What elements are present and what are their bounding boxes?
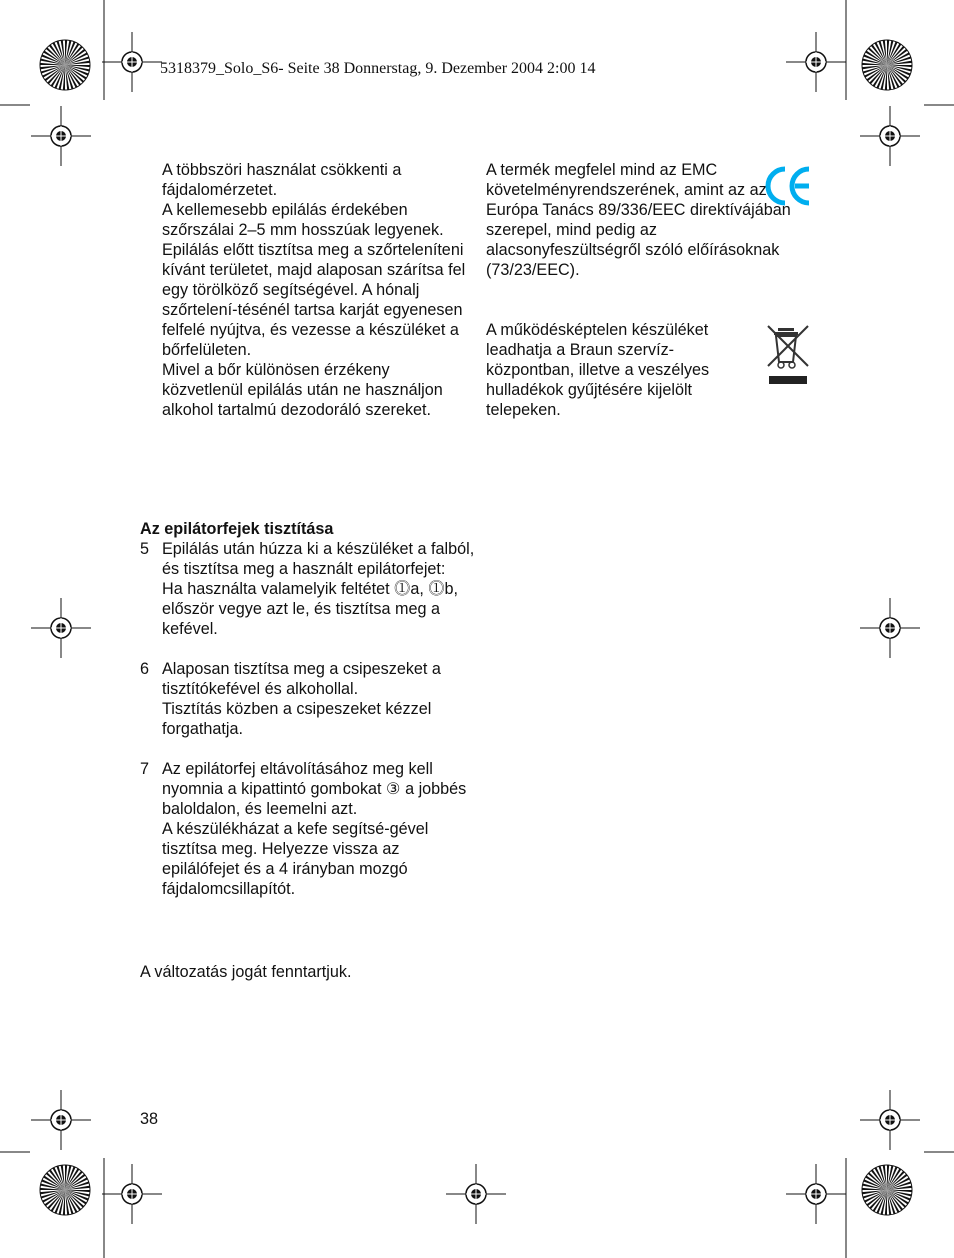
print-header: 5318379_Solo_S6- Seite 38 Donnerstag, 9. Dezember 2004 2:00 14 — [160, 60, 596, 77]
step-text: Epilálás után húzza ki a készüléket a falból, és tisztítsa meg a használt epilátorfejet: — [162, 540, 475, 578]
disposal-paragraph: A működésképtelen készüléket leadhatja a Braun szervíz-központban, illetve a veszélyes hulladékok gyűjtésére kijelölt telepeken. — [486, 321, 710, 419]
step-number: 5 — [140, 540, 150, 558]
section-heading: Az epilátorfejek tisztítása — [140, 520, 334, 538]
step-text: Az epilátorfej eltávolításához meg kell nyomnia a kipattintó gombokat ③ a jobbés baloldalon, és leemelni azt. — [162, 760, 467, 818]
step-text: A készülékházat a kefe segítsé-gével tisztítsa meg. Helyezze vissza az epilálófejet és a 4 irányban mozgó fájdalomcsillapítót. — [162, 820, 429, 898]
intro-paragraph: Mivel a bőr különösen érzékeny közvetlenül epilálás után ne használjon alkohol tartalmú dezodoráló szereket. — [162, 361, 443, 419]
intro-paragraph: A kellemesebb epilálás érdekében szőrszálai 2–5 mm hosszúak legyenek. — [162, 201, 444, 239]
step-text: Alaposan tisztítsa meg a csipeszeket a tisztítókefével és alkohollal. — [162, 660, 441, 698]
step-number: 7 — [140, 760, 150, 778]
disclaimer: A változatás jogát fenntartjuk. — [140, 963, 352, 981]
emc-paragraph: A termék megfelel mind az EMC követelményrendszerének, amint az az Európa Tanács 89/336/EEC direktívájában szerepel, mind pedig az alacsonyfeszültségről szóló előírásoknak (73/23/EEC). — [486, 161, 791, 279]
step-number: 6 — [140, 660, 150, 678]
step-text: Ha használta valamelyik feltétet ⓵a, ⓵b, először vegye azt le, és tisztítsa meg a kefével. — [162, 580, 459, 638]
intro-paragraph: A többszöri használat csökkenti a fájdalomérzetet. — [162, 161, 402, 199]
intro-paragraph: Epilálás előtt tisztítsa meg a szőrteleníteni kívánt területet, majd alaposan szárítsa fel egy törölköző segítségével. A hónalj szőrtelení-tésénél tartsa karját egyenesen felfelé nyújtva, és vezesse a készüléket a bőrfelületen. — [162, 241, 466, 359]
page-number: 38 — [140, 1110, 159, 1128]
step-text: Tisztítás közben a csipeszeket kézzel forgathatja. — [162, 700, 432, 738]
